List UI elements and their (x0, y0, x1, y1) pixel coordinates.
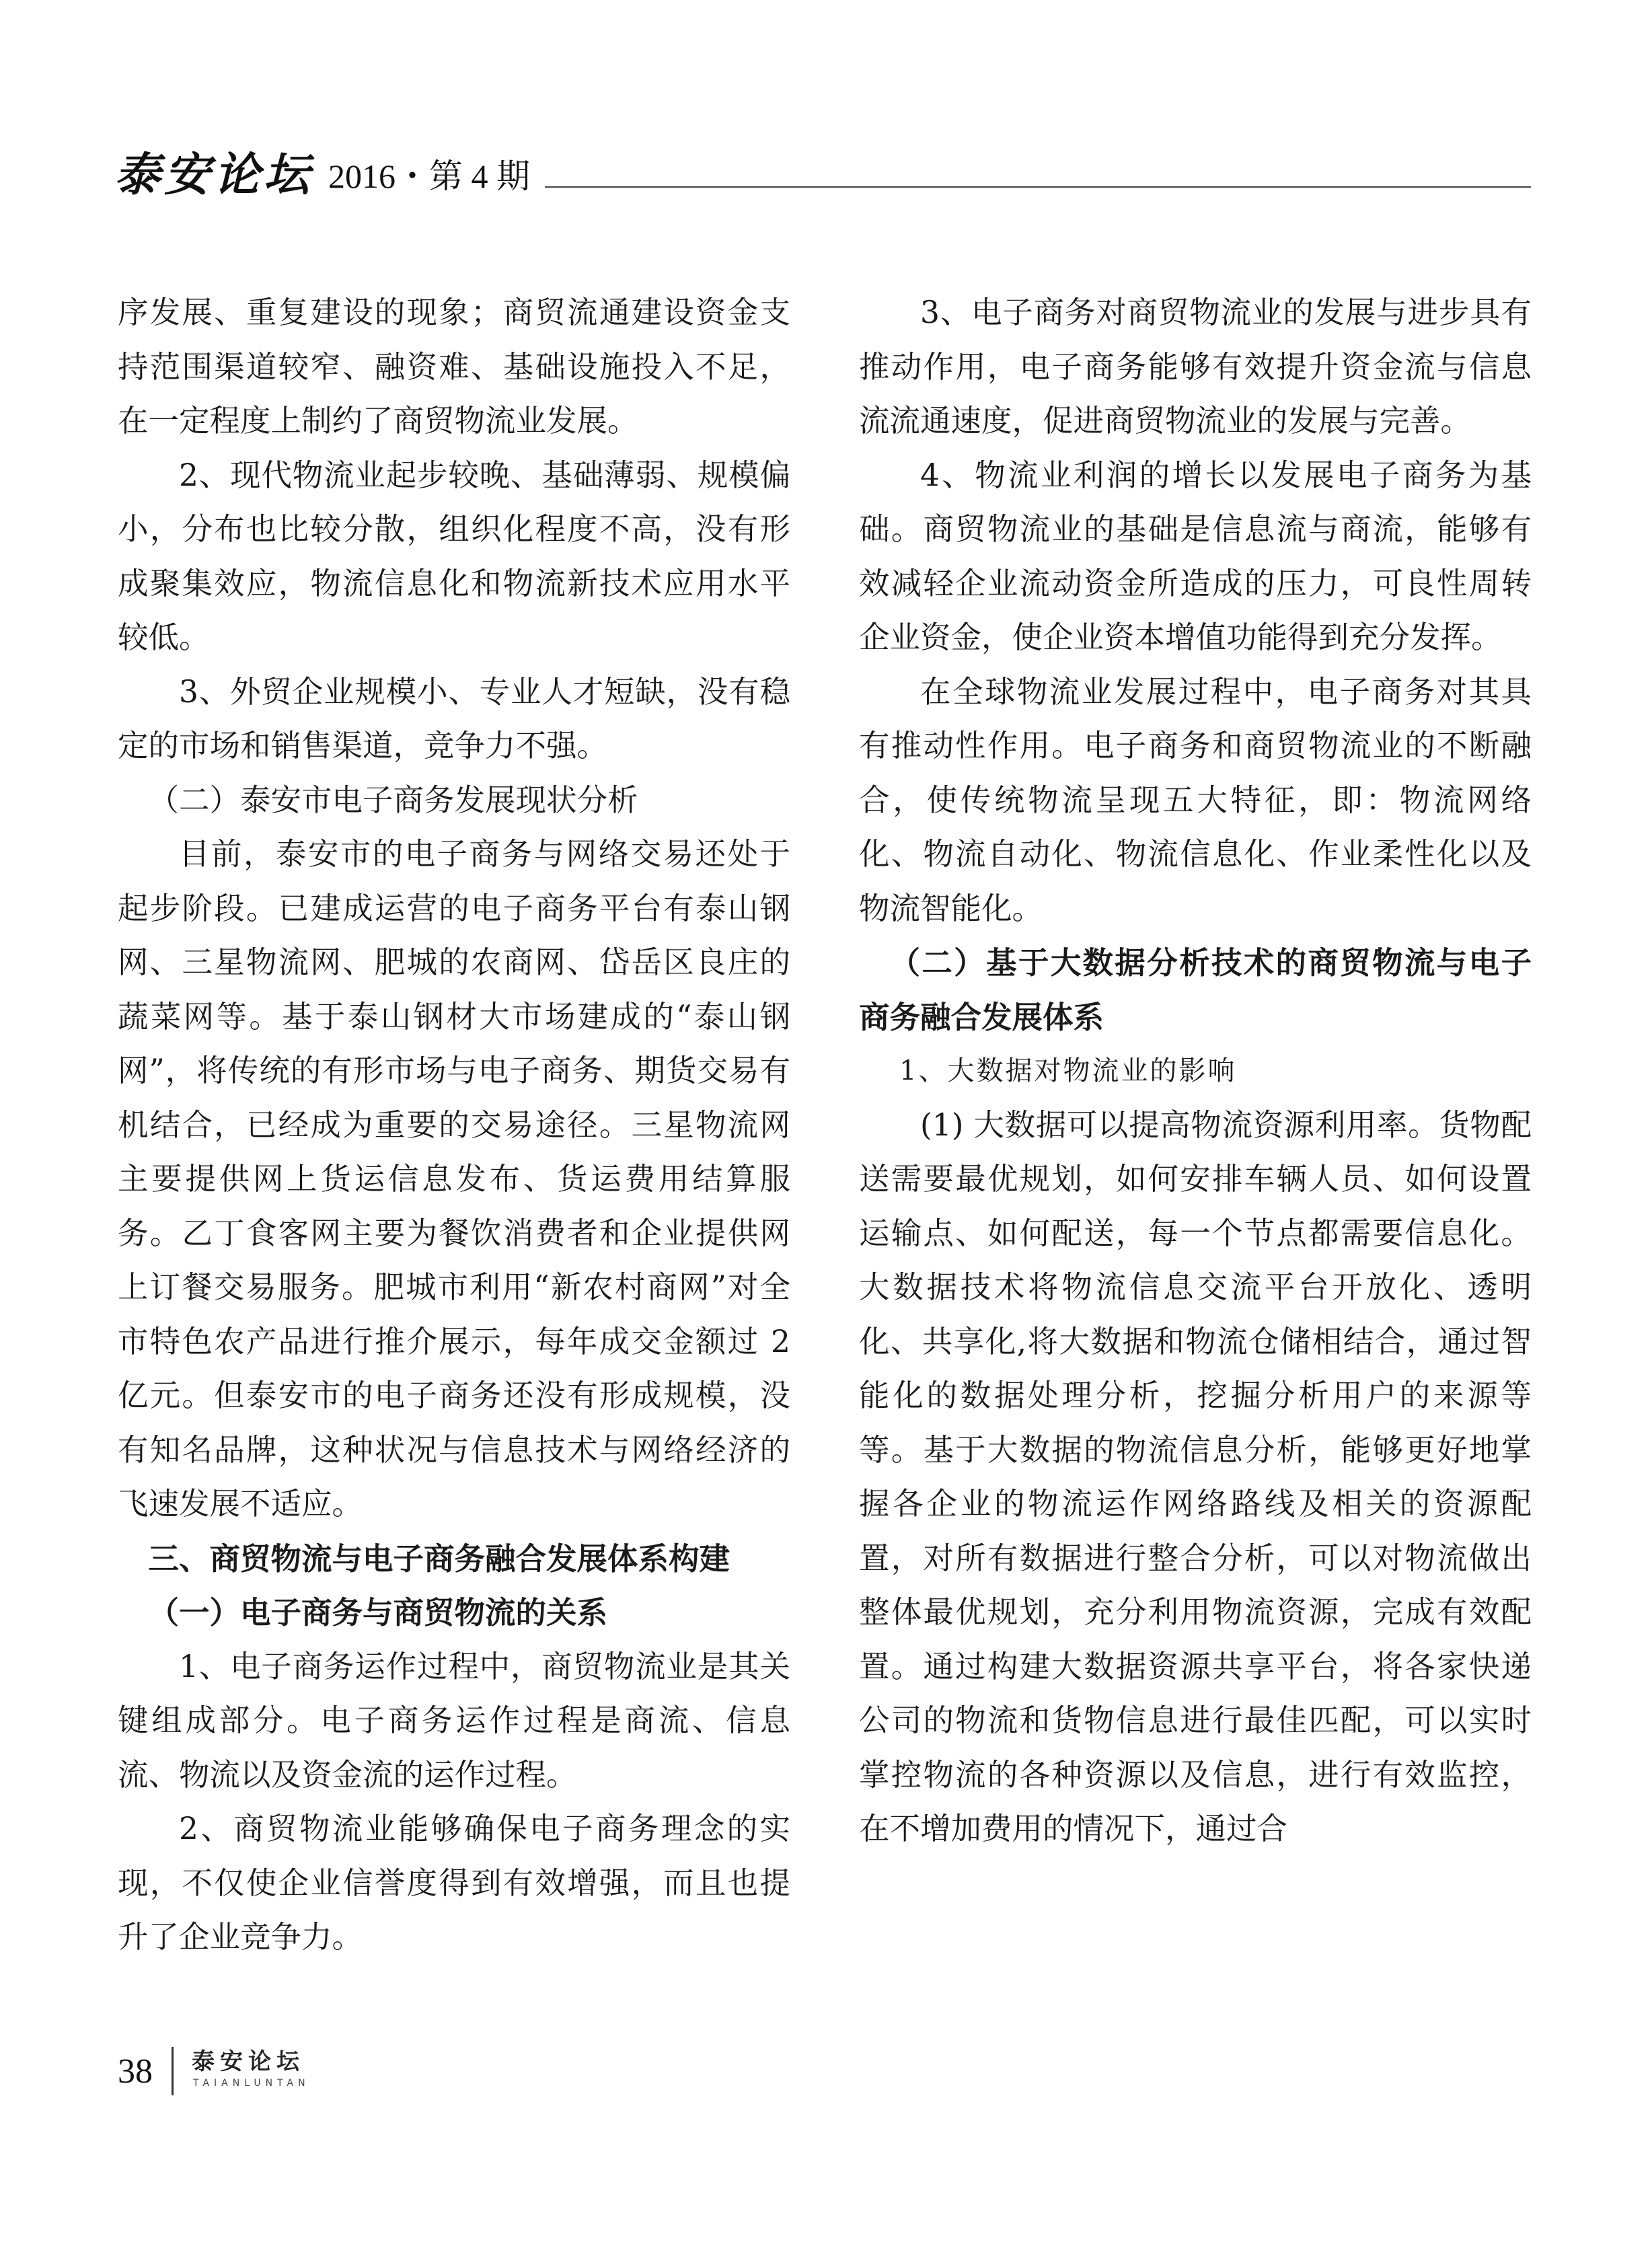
paragraph: 4、物流业利润的增长以发展电子商务为基础。商贸物流业的基础是信息流与商流，能够有效减轻企业流动资金所造成的压力，可良性周转企业资金，使企业资本增值功能得到充分发挥。 (859, 457, 1532, 655)
subsection-heading: （一）电子商务与商贸物流的关系 (148, 1594, 608, 1631)
footer-divider (172, 2047, 174, 2095)
paragraph: 3、电子商务对商贸物流业的发展与进步具有推动作用，电子商务能够有效提升资金流与信息流流通速度，促进商贸物流业的发展与完善。 (859, 295, 1532, 439)
footer-journal-pinyin: TAIANLUNTAN (193, 2078, 310, 2089)
paragraph: 3、外贸企业规模小、专业人才短缺，没有稳定的市场和销售渠道，竞争力不强。 (118, 673, 790, 763)
header-rule (545, 186, 1531, 188)
footer-journal-name: 泰安论坛 (192, 2048, 305, 2075)
sub-heading: 1、大数据对物流业的影响 (899, 1055, 1237, 1086)
paragraph: 序发展、重复建设的现象；商贸流通建设资金支持范围渠道较窄、融资难、基础设施投入不足，在一定程度上制约了商贸物流业发展。 (118, 295, 790, 439)
paragraph: 2、现代物流业起步较晚、基础薄弱、规模偏小，分布也比较分散，组织化程度不高，没有形成聚集效应，物流信息化和物流新技术应用水平较低。 (118, 457, 790, 655)
right-column (859, 286, 1532, 1857)
paragraph: 在全球物流业发展过程中，电子商务对其具有推动性作用。电子商务和商贸物流业的不断融合，使传统物流呈现五大特征，即：物流网络化、物流自动化、物流信息化、作业柔性化以及物流智能化。 (859, 673, 1532, 926)
page-header (114, 145, 1531, 205)
issue-label: 2016・第 4 期 (328, 157, 530, 195)
section-heading: 三、商贸物流与电子商务融合发展体系构建 (148, 1540, 730, 1577)
left-column (118, 286, 790, 1965)
paragraph: 2、商贸物流业能够确保电子商务理念的实现，不仅使企业信誉度得到有效增强，而且也提升了企业竞争力。 (118, 1811, 790, 1955)
paragraph: (1) 大数据可以提高物流资源利用率。货物配送需要最优规划，如何安排车辆人员、如何设置运输点、如何配送，每一个节点都需要信息化。大数据技术将物流信息交流平台开放化、透明化、共享化,将大数据和物流仓储相结合，通过智能化的数据处理分析，挖掘分析用户的来源等等。基于大数据的物流信息分析，能够更好地掌握各企业的物流运作网络路线及相关的资源配置，对所有数据进行整合分析，可以对物流做出整体最优规划，充分利用物流资源，完成有效配置。通过构建大数据资源共享平台，将各家快递公司的物流和货物信息进行最佳匹配，可以实时掌控物流的各种资源以及信息，进行有效监控，在不增加费用的情况下，通过合 (859, 1107, 1532, 1846)
subsection-heading: （二）基于大数据分析技术的商贸物流与电子商务融合发展体系 (859, 944, 1532, 1035)
paragraph: 目前，泰安市的电子商务与网络交易还处于起步阶段。已建成运营的电子商务平台有泰山钢网、三星物流网、肥城的农商网、岱岳区良庄的蔬菜网等。基于泰山钢材大市场建成的“泰山钢网”，将传统的有形市场与电子商务、期货交易有机结合，已经成为重要的交易途径。三星物流网主要提供网上货运信息发布、货运费用结算服务。乙丁食客网主要为餐饮消费者和企业提供网上订餐交易服务。肥城市利用“新农村商网”对全市特色农产品进行推介展示，每年成交金额过 2 亿元。但泰安市的电子商务还没有形成规模，没有知名品牌，这种状况与信息技术与网络经济的飞速发展不适应。 (118, 836, 790, 1522)
section-heading: （二）泰安市电子商务发展现状分析 (148, 782, 638, 818)
journal-title: 泰安论坛 (114, 148, 314, 202)
paragraph: 1、电子商务运作过程中，商贸物流业是其关键组成部分。电子商务运作过程是商流、信息流、物流以及资金流的运作过程。 (118, 1648, 790, 1793)
page-number: 38 (118, 2052, 153, 2091)
